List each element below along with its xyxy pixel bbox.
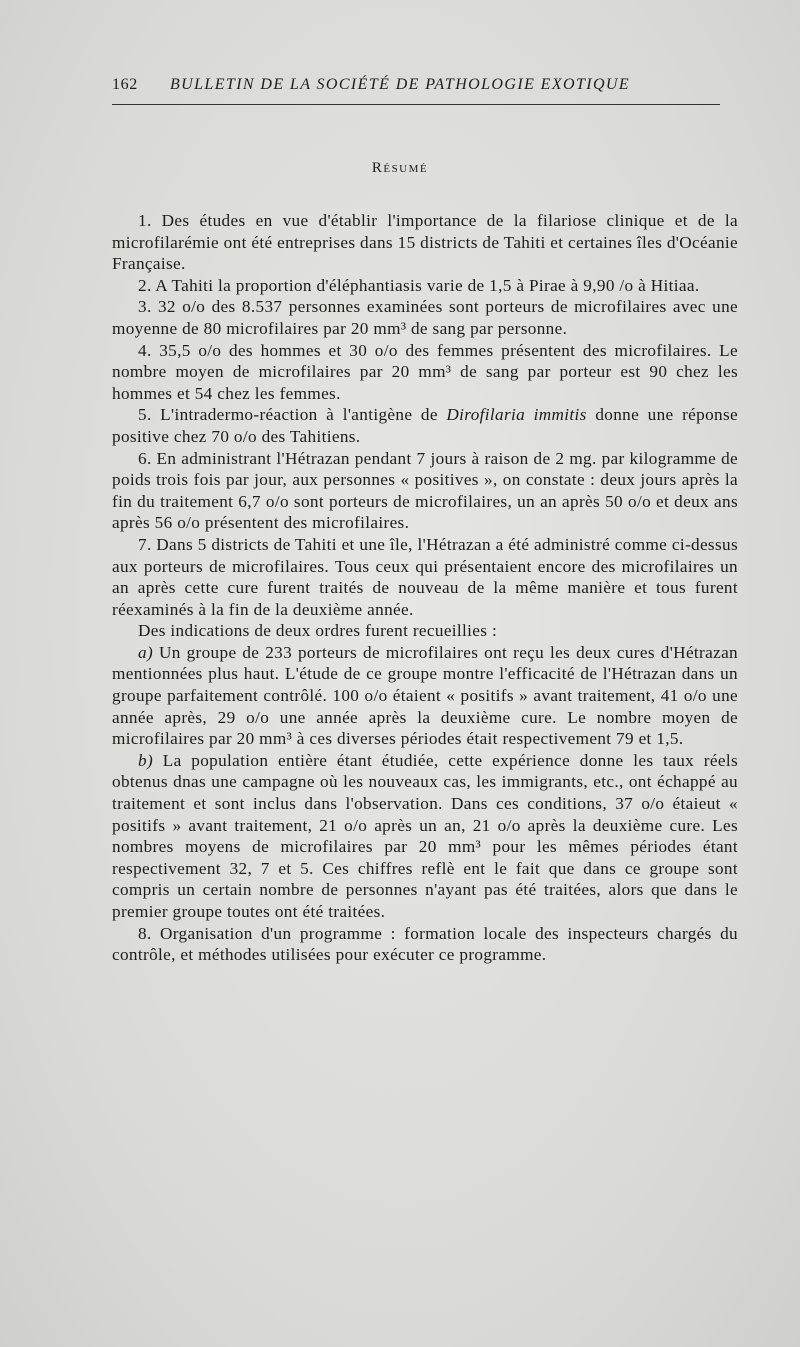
paragraph-b-text: La population entière étant étudiée, cette expérience donne les taux réels obtenus dnas une campagne où les nouveaux cas, les immigrants, etc., ont échappé au traitement et sont inclus dans l'observation. Dans ces conditions, 37 o/o étaieut « positifs » avant traitement, 21 o/o après un an, 21 o/o après la deuxième cure. Les nombres moyens de microfilaires par 20 mm³ pour les mêmes périodes étant respectivement 32, 7 et 5. Ces chiffres reflè ent le fait que dans ce groupe sont compris un certain nombre de personnes n'ayant pas été traitées, alors que dans le premier groupe toutes ont été traitées. [112,750,738,921]
paragraph-indications: Des indications de deux ordres furent recueillies : [138,621,498,641]
species-name: Dirofilaria immitis [446,405,587,425]
paragraph-3: 3. 32 o/o des 8.537 personnes examinées sont porteurs de microfilaires avec une moyenne de 80 microfilaires par 20 mm³ de sang par personne. [112,297,738,338]
header-rule [112,104,720,105]
page-number: 162 [112,76,138,93]
paragraph-a-label: a) [138,642,154,662]
summary-body [112,210,738,966]
paragraph-b [112,750,738,923]
paragraph-1: 1. Des études en vue d'établir l'importance de la filariose clinique et de la microfilarémie ont été entreprises dans 15 districts de Tahiti et certaines îles d'Océanie Française. [112,211,738,274]
paragraph-2: 2. A Tahiti la proportion d'éléphantiasis varie de 1,5 à Pirae à 9,90 /o à Hitiaa. [138,275,700,295]
paragraph-7: 7. Dans 5 districts de Tahiti et une île, l'Hétrazan a été administré comme ci-dessus aux porteurs de microfilaires. Tous ceux qui présentaient encore des microfilaires un an après cette cure furent traités de nouveau de la même manière et tous furent réexaminés à la fin de la deuxième année. [112,534,738,619]
paragraph-a [112,642,738,750]
paragraph-5-before: 5. L'intradermo-réaction à l'antigène de [138,405,447,425]
paragraph-5 [112,404,738,447]
paragraph-8: 8. Organisation d'un programme : formation locale des inspecteurs chargés du contrôle, et méthodes utilisées pour exécuter ce programme. [112,923,738,965]
paragraph-6: 6. En administrant l'Hétrazan pendant 7 jours à raison de 2 mg. par kilogramme de poids trois fois par jour, aux personnes « positives », on constate : deux jours après la fin du traitement 6,7 o/o sont porteurs de microfilaires, un an après 50 o/o et deux ans après 56 o/o présentent des microfilaires. [112,448,738,533]
paragraph-b-label: b) [138,750,154,770]
paragraph-5-after: donne une réponse positive chez 70 o/o des Tahitiens. [112,405,738,446]
section-title: Résumé [371,160,429,176]
paragraph-4: 4. 35,5 o/o des hommes et 30 o/o des femmes présentent des microfilaires. Le nombre moyen de microfilaires par 20 mm³ de sang par porteur est 90 chez les hommes et 54 chez les femmes. [112,340,738,403]
running-title: BULLETIN DE LA SOCIÉTÉ DE PATHOLOGIE EXOTIQUE [170,76,631,93]
paragraph-a-text: Un groupe de 233 porteurs de microfilaires ont reçu les deux cures d'Hétrazan mentionnées plus haut. L'étude de ce groupe montre l'efficacité de l'Hétrazan dans un groupe parfaitement contrôlé. 100 o/o étaient « positifs » avant traitement, 41 o/o une année après, 29 o/o une année après la deuxième cure. Le nombre moyen de microfilaires par 20 mm³ à ces diverses périodes était respectivement 79 et 1,5. [112,642,738,749]
